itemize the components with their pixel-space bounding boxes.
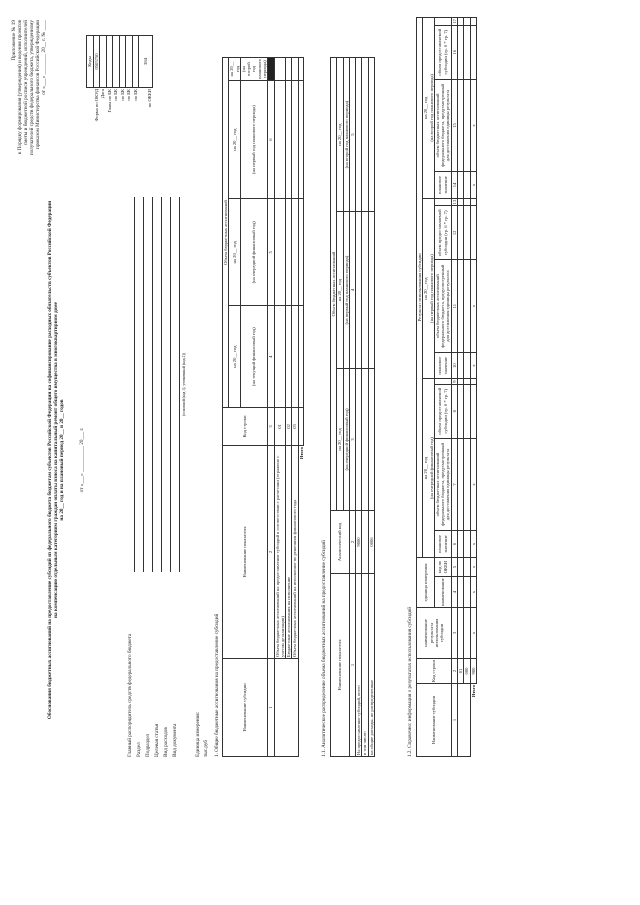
col-header: Результат использования субсидии xyxy=(417,18,423,558)
col-sub: объем бюджетных ассигнований федерального бюджета, предусмотренный для достижения единицы результата xyxy=(434,79,451,172)
col-sub: плановое значение xyxy=(434,531,451,558)
col-number: 1 xyxy=(268,659,274,757)
col-number: 3 xyxy=(451,608,457,659)
col-number: 9 xyxy=(451,380,457,383)
section2-table xyxy=(330,57,375,757)
col-number: 6 xyxy=(451,531,457,558)
header-fields xyxy=(128,197,186,757)
year-sub: (на первый год планового периода) xyxy=(428,254,434,323)
col-year-sub: (на текущий финансовый год) xyxy=(240,306,267,408)
col-year xyxy=(423,379,435,557)
col-year-sub: (на очередной финансовый год) xyxy=(240,199,267,306)
field-label: Главный распорядитель средств федерального бюджета xyxy=(127,633,133,757)
appendix-line: получателей средств федерального бюджета, утвержденному xyxy=(28,20,35,156)
code-value: 0505750 xyxy=(93,36,100,88)
units-label: Единица измерения: xyxy=(195,711,201,757)
col-header: единица измерения xyxy=(417,557,435,607)
total-label: Итого xyxy=(298,447,304,460)
row-label: в том числе: xyxy=(362,574,368,757)
row-label: Бюджетные ассигнования на исполнение xyxy=(286,446,292,659)
col-number: 5 xyxy=(349,58,355,212)
year-sub: (на второй год планового периода) xyxy=(428,74,434,142)
col-sub: плановое значение xyxy=(434,172,451,199)
col-header: Наименование показателя xyxy=(223,446,268,659)
col-number: 4 xyxy=(451,577,457,608)
col-sub: объем предоставляемой субсидии (гр. 6 * гр. 7) xyxy=(434,384,451,438)
section3-title: 1.2. Справочно: информация о результатах использования субсидий xyxy=(407,606,413,757)
row-label: на общие расходы, не распределенные xyxy=(368,574,374,757)
col-number: 2 xyxy=(268,446,274,659)
field-label: Подраздел xyxy=(145,733,151,757)
col-number: 1 xyxy=(349,574,355,757)
cell-x: x xyxy=(470,438,476,531)
col-year-sub: (на первый год планового периода) xyxy=(240,81,267,199)
cell-x: x xyxy=(470,557,476,576)
cell-x: x xyxy=(470,608,476,659)
codes-table xyxy=(86,35,153,160)
appendix-block xyxy=(12,20,48,230)
document-title xyxy=(48,110,66,810)
col-year: на 20__ год xyxy=(337,212,343,369)
col-year: на 20__ год xyxy=(229,306,241,408)
field-label: Вид расходов xyxy=(163,727,169,757)
col-year-sub: (на второй год планового периода) xyxy=(240,58,267,80)
col-number: 3 xyxy=(349,368,355,510)
col-sub: объем предоставляемой субсидии (гр. 6 * гр. 7) xyxy=(434,206,451,260)
col-number: 5 xyxy=(268,199,274,306)
col-year xyxy=(423,198,435,379)
col-year-sub: (на второй год планового периода) xyxy=(343,58,349,212)
field-label: Раздел xyxy=(136,742,142,757)
title-line: на компенсацию отдельным категориям граждан оплаты взноса на капитальный ремонт общего имущества в многоквартирном доме xyxy=(52,302,59,618)
col-number: 4 xyxy=(349,212,355,369)
col-sub: плановое значение xyxy=(434,352,451,379)
appendix-line: от «___» ________ 20__ г. № ____ xyxy=(40,20,47,95)
col-number: 13 xyxy=(451,199,457,205)
col-year: на 20__ год xyxy=(337,58,343,212)
cell-x: x xyxy=(470,172,476,199)
col-sub: объем бюджетных ассигнований федерального бюджета, предусмотренный для достижения единицы результата xyxy=(434,438,451,531)
appendix-line: сметы и бюджетной росписи учреждений, исполнителей xyxy=(22,20,29,146)
row-label: Объем бюджетных ассигнований на предоставление субсидий в соответствии с расчетами (отражено с учетом детализации) xyxy=(274,446,286,659)
title-line: на 20__ год и на плановый период 20__ и 20__ годов xyxy=(58,399,65,521)
total-code: 900 xyxy=(470,659,476,684)
year-sub: (на очередной финансовый год) xyxy=(428,437,434,500)
col-header: наименование xyxy=(434,577,451,608)
col-header: Наименование показателя xyxy=(331,574,350,757)
section1-title: 1. Общие бюджетные ассигнования на предоставление субсидий xyxy=(214,613,220,757)
cell-x: x xyxy=(470,531,476,558)
section2-title: 1.1. Аналитическое распределение объема бюджетных ассигнований на предоставление субсидий xyxy=(321,540,327,757)
col-year-sub: (на первый год планового периода) xyxy=(343,212,349,369)
col-header: Объем бюджетных ассигнований xyxy=(223,58,229,408)
code-label: Глава по БК xyxy=(106,89,112,113)
col-header: Код строки xyxy=(223,408,268,446)
codes-header: Коды xyxy=(87,36,94,88)
total-label: Итого xyxy=(470,685,476,698)
col-year: на 20__ год xyxy=(229,199,241,306)
appendix-line: приказом Министерства финансов Российской Федерации xyxy=(34,20,41,149)
col-number: 16 xyxy=(451,25,457,79)
col-header: Код строки xyxy=(417,659,452,684)
date-line: от «___» __________ 20___ г. xyxy=(79,427,85,493)
col-header: наименование результата использования субсидии xyxy=(417,608,452,659)
col-number: 7 xyxy=(451,438,457,531)
code-value: 384 xyxy=(139,36,153,88)
col-number: 12 xyxy=(451,206,457,260)
year-label: на 20__ год xyxy=(423,456,429,480)
col-number: 1 xyxy=(451,684,457,757)
table-cell xyxy=(274,659,298,757)
row-code: 000 xyxy=(464,659,470,684)
col-sub: объем предоставляемой субсидии (гр. 6 * гр. 7) xyxy=(434,25,451,79)
appendix-number: Приложение № 19 xyxy=(11,20,17,61)
total-row xyxy=(470,18,476,757)
col-number: 5 xyxy=(451,557,457,576)
col-number: 17 xyxy=(451,19,457,24)
row-code: 01 xyxy=(457,659,463,684)
code-label: Форма по ОКУД xyxy=(93,89,99,122)
row-code: 0006 xyxy=(368,511,374,574)
col-header: Объем бюджетных ассигнований xyxy=(331,58,337,511)
cell-x: x xyxy=(470,577,476,608)
col-number: 4 xyxy=(268,306,274,408)
col-header: Наименование субсидии xyxy=(417,684,452,757)
code-label: по БК xyxy=(119,89,125,101)
col-number: 2 xyxy=(349,511,355,574)
cell-x: x xyxy=(470,79,476,172)
title-line: Обоснования бюджетных ассигнований на предоставление субсидий из федерального бюджета бюджетам субъектов Российской Федерации на софинансирование расходных обязательств субъектов Российской Федерации xyxy=(47,200,53,720)
row-code: 01 xyxy=(274,408,286,446)
col-number: 8 xyxy=(451,384,457,438)
code-label: по БК xyxy=(132,89,138,101)
col-header: Наименование субсидии xyxy=(223,659,268,757)
row-label: На предоставление субсидий, всего xyxy=(356,574,362,757)
col-header: код по ОКЕИ xyxy=(434,557,451,576)
col-year-sub: (на очередной финансовый год) xyxy=(343,368,349,510)
col-number: 6 xyxy=(268,81,274,199)
col-number: 3 xyxy=(268,408,274,446)
field-label: Вид документа xyxy=(172,723,178,757)
appendix-line: к Порядку формирования (утверждения) и ведения проектов xyxy=(16,20,23,155)
col-number: 15 xyxy=(451,79,457,172)
cell-x: x xyxy=(470,352,476,379)
code-label: Дата xyxy=(100,89,106,99)
year-label: на 20__ год xyxy=(423,96,429,119)
col-year xyxy=(423,18,435,199)
col-number: 14 xyxy=(451,172,457,199)
col-sub: объем бюджетных ассигнований федерального бюджета, предусмотренный для достижения единицы результата xyxy=(434,260,451,353)
row-code: 9000 xyxy=(356,511,362,574)
col-header: Аналитический код xyxy=(331,511,350,574)
cell-x: x xyxy=(470,260,476,353)
col-year: на 20__ год xyxy=(229,58,241,81)
col-number: 2 xyxy=(451,659,457,684)
code-label: по ОКЕИ xyxy=(146,89,152,108)
section3-table xyxy=(416,17,477,757)
col-number: 11 xyxy=(451,260,457,353)
col-year: на 20__ год xyxy=(337,368,343,510)
code-label: по БК xyxy=(113,89,119,101)
field-label: Целевая статья xyxy=(154,723,160,757)
col-number: 10 xyxy=(451,352,457,379)
units-value: тыс.руб xyxy=(203,739,209,757)
row-code: 02 xyxy=(286,408,292,446)
col-year: на 20__ год xyxy=(229,81,241,199)
section1-table xyxy=(222,57,304,757)
row-label: Объем бюджетных ассигнований на исполнение по решениям финансового года xyxy=(292,446,298,659)
doc-type-hint: (основной (код 1), уточненный (код 2)) xyxy=(182,353,186,416)
year-label: на 20__ год xyxy=(423,277,429,300)
row-code: 03 xyxy=(292,408,298,446)
code-label: по БК xyxy=(126,89,132,101)
